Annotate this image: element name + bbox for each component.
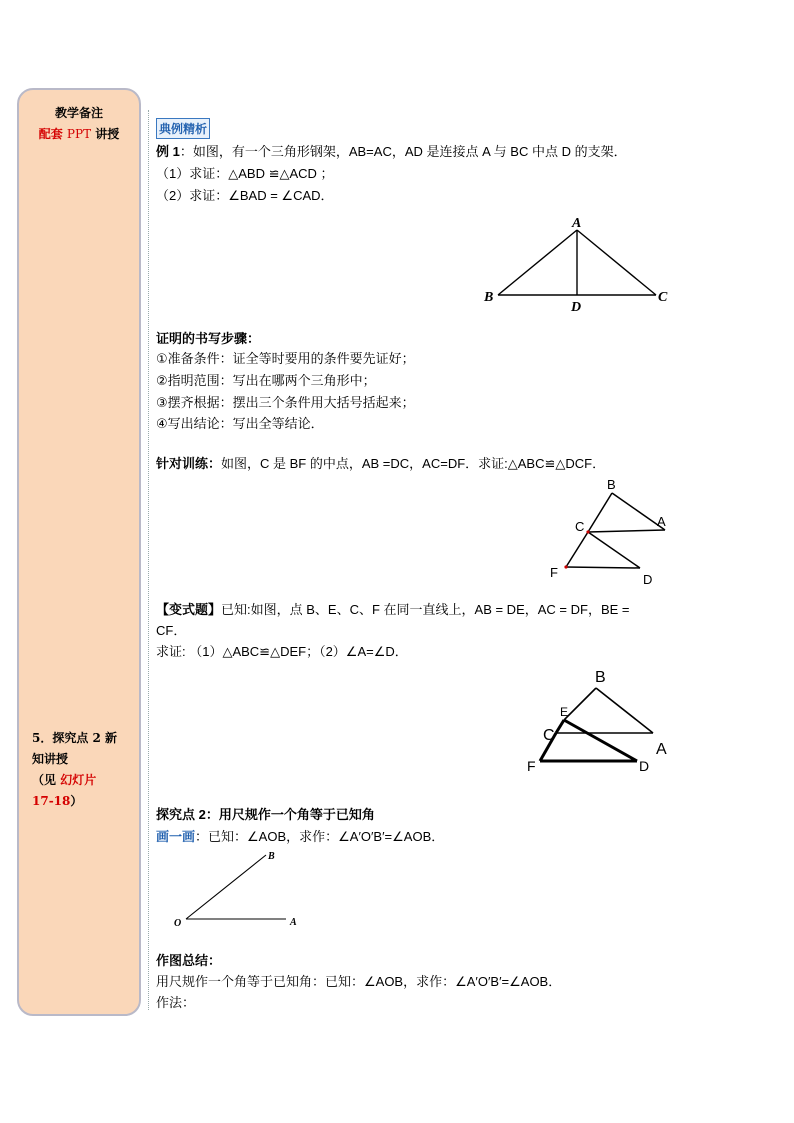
section-slide-range: 17-18	[32, 794, 71, 808]
section-line-4	[32, 791, 132, 812]
variant-text-1: 已知:如图，点 B、E、C、F 在同一直线上，AB = DE，AC = DF，BE =	[221, 602, 630, 617]
side-AB	[498, 230, 577, 295]
seg-CF	[566, 532, 588, 567]
sidebar-title: 教学备注	[54, 106, 103, 120]
label-D: D	[643, 572, 653, 587]
variant-lead: 【变式题】	[156, 602, 222, 617]
training-lead: 针对训练：	[156, 456, 222, 471]
label-E: E	[560, 705, 569, 719]
variant-figure	[523, 668, 683, 780]
step-3: ③摆齐根据：摆出三个条件用大括号括起来；	[156, 395, 415, 410]
draw-text: ：已知：∠AOB，求作：∠A′O′B′=∠AOB．	[195, 829, 445, 844]
variant-line-2: CF．	[156, 623, 187, 638]
label-C: C	[658, 290, 668, 305]
label-C: C	[543, 727, 555, 744]
draw-lead: 画一画	[156, 829, 196, 844]
training-statement	[156, 453, 605, 472]
explore2-title: 探究点 2：用尺规作一个角等于已知角	[156, 807, 375, 822]
seg-EC	[556, 720, 564, 733]
point-F	[564, 565, 567, 568]
section-close: ）	[70, 794, 83, 808]
label-B: B	[268, 851, 275, 862]
section-open: （见	[32, 773, 57, 787]
variant-line-1	[156, 599, 630, 618]
seg-BE	[564, 688, 596, 720]
side-AC	[577, 230, 656, 295]
ppt-mid: PPT	[66, 127, 92, 141]
steps-title: 证明的书写步骤：	[156, 331, 261, 346]
label-B: B	[607, 477, 616, 492]
label-A: A	[290, 917, 297, 928]
step-2: ②指明范围：写出在哪两个三角形中；	[156, 373, 376, 388]
example1-q2: （2）求证：∠BAD = ∠CAD．	[156, 188, 334, 203]
example1-triangle-figure	[480, 214, 680, 314]
teaching-notes-sidebar	[17, 88, 141, 1016]
section-line-2: 知讲授	[32, 752, 69, 766]
ray-OB	[186, 855, 266, 919]
step-1: ①准备条件：证全等时要用的条件要先证好；	[156, 351, 415, 366]
seg-CD	[588, 532, 640, 568]
ppt-prefix: 配套	[38, 127, 63, 141]
section-heading: 典例精析	[156, 118, 210, 139]
ppt-suffix: 讲授	[95, 127, 120, 141]
seg-CA	[588, 530, 665, 532]
label-B: B	[484, 290, 494, 305]
training-text: 如图，C 是 BF 的中点，AB =DC，AC=DF．求证:△ABC≌△DCF．	[221, 456, 606, 471]
label-D: D	[571, 300, 582, 315]
label-A: A	[656, 741, 667, 758]
training-figure	[545, 478, 675, 588]
example1-text: ：如图，有一个三角形钢架，AB=AC，AD 是连接点 A 与 BC 中点 D 的支架．	[179, 144, 627, 159]
example1-q1: （1）求证：△ABD ≌△ACD ；	[156, 166, 334, 181]
method-label: 作法：	[156, 995, 196, 1010]
label-D: D	[639, 758, 650, 774]
label-O: O	[174, 918, 182, 929]
explore2-draw	[156, 826, 444, 845]
label-F: F	[550, 565, 558, 580]
example1-statement	[156, 141, 627, 160]
sidebar-section-note	[32, 728, 132, 812]
label-B: B	[595, 669, 606, 686]
sidebar-ppt-note	[19, 125, 139, 142]
seg-FD	[566, 567, 640, 568]
step-4: ④写出结论：写出全等结论．	[156, 416, 324, 431]
label-F: F	[527, 758, 536, 774]
example1-lead: 例 1	[156, 144, 180, 159]
seg-BC	[588, 493, 612, 532]
label-A: A	[572, 216, 582, 231]
label-A: A	[657, 514, 666, 529]
divider-line	[148, 110, 149, 1010]
seg-BA	[596, 688, 653, 733]
angle-AOB-figure	[170, 848, 310, 933]
point-C	[586, 530, 589, 533]
variant-line-3: 求证: （1）△ABC≌△DEF；（2）∠A=∠D．	[156, 644, 408, 659]
seg-ED	[564, 720, 637, 761]
summary-title: 作图总结：	[156, 953, 222, 968]
section-slides: 幻灯片	[60, 773, 97, 787]
section-line-3	[32, 770, 132, 791]
summary-text: 用尺规作一个角等于已知角：已知：∠AOB，求作：∠A′O′B′=∠AOB．	[156, 974, 562, 989]
section-line-1: 5．探究点 2 新	[32, 731, 118, 745]
label-C: C	[575, 519, 585, 534]
